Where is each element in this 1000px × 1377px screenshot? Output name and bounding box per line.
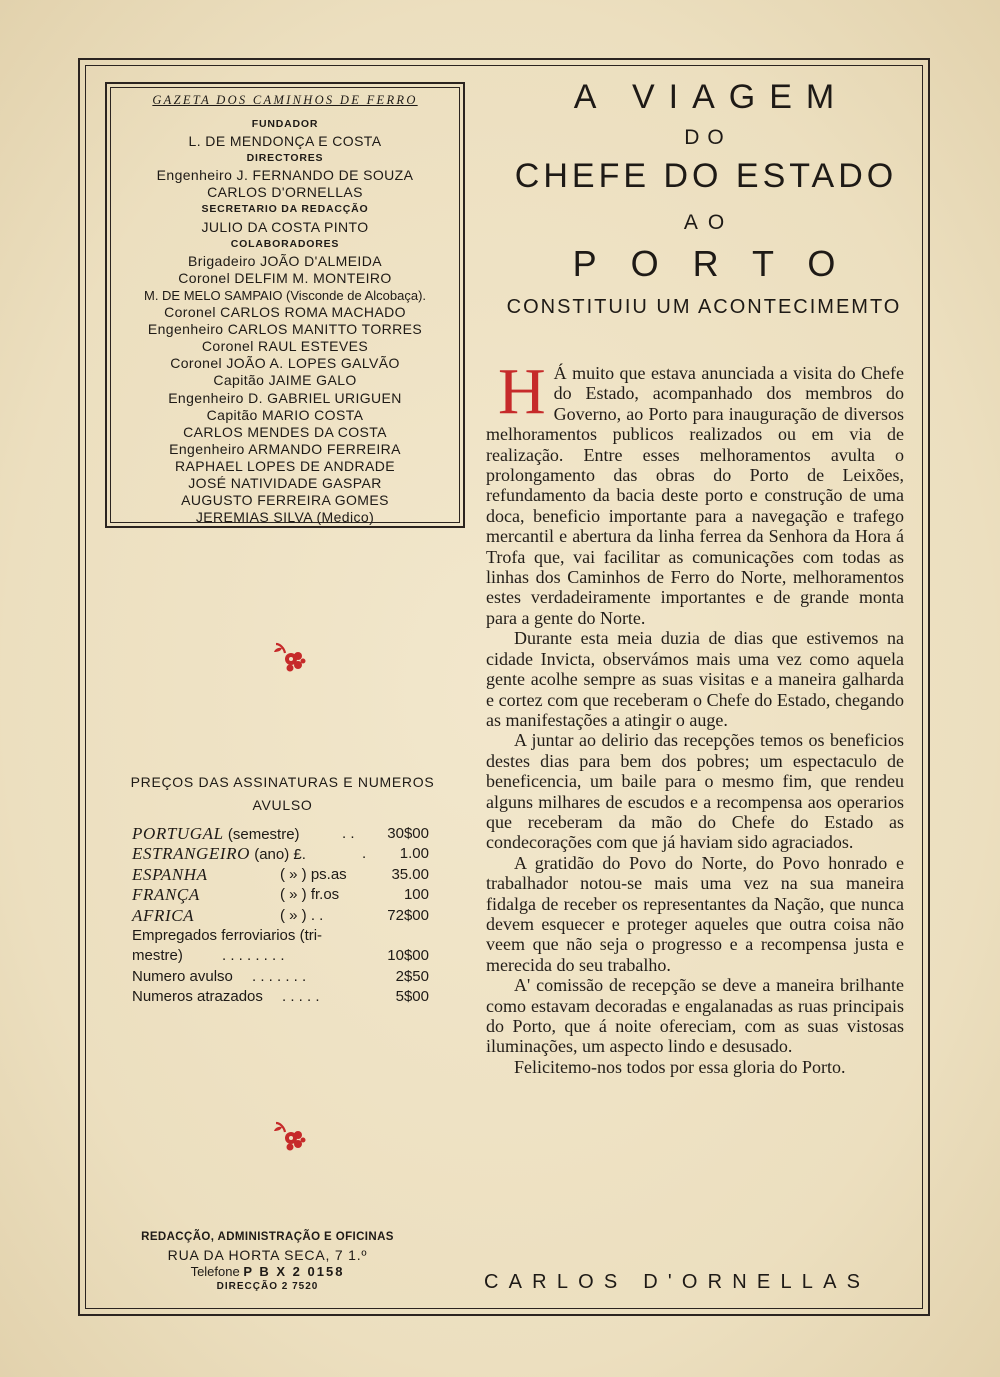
staff-name: Engenheiro ARMANDO FERREIRA xyxy=(169,440,401,457)
staff-role-heading: FUNDADOR xyxy=(251,118,319,130)
price-label xyxy=(132,946,183,966)
price-region: Empregados ferroviarios (tri- xyxy=(132,926,323,944)
price-unit: ( » ) . . xyxy=(280,906,324,924)
price-value: 35.00 xyxy=(391,865,429,883)
drop-cap: H xyxy=(498,355,546,428)
price-value: 30$00 xyxy=(387,825,429,842)
price-value: 10$00 xyxy=(387,947,429,965)
gazette-title: GAZETA DOS CAMINHOS DE FERRO xyxy=(152,93,418,107)
headline-line-4: AO xyxy=(683,211,735,234)
staff-role-heading: COLABORADORES xyxy=(230,237,340,250)
price-row xyxy=(132,885,432,905)
price-row xyxy=(132,824,432,844)
staff-name: AUGUSTO FERREIRA GOMES xyxy=(181,492,389,509)
price-label xyxy=(132,824,300,845)
price-value: 5$00 xyxy=(395,988,429,1006)
staff-name: Brigadeiro JOÃO D'ALMEIDA xyxy=(188,252,382,269)
price-value: 100 xyxy=(403,886,429,904)
price-value: 1.00 xyxy=(399,845,429,863)
floral-ornament-icon xyxy=(270,638,310,678)
staff-name: M. DE MELO SAMPAIO (Visconde de Alcobaça). xyxy=(143,287,427,303)
staff-role-heading: SECRETARIO DA REDACÇÃO xyxy=(201,203,369,216)
price-region: ESTRANGEIRO xyxy=(132,844,251,864)
masthead-box xyxy=(105,82,465,528)
price-unit: ( » ) ps.as xyxy=(280,865,347,883)
price-region: ESPANHA xyxy=(132,864,208,884)
article-paragraph: Felicitemo-nos todos por essa gloria do Porto. xyxy=(514,1056,846,1077)
staff-name: JULIO DA COSTA PINTO xyxy=(201,218,369,235)
price-row xyxy=(132,906,432,926)
price-period: (ano) £. xyxy=(250,846,306,864)
staff-name: Coronel RAUL ESTEVES xyxy=(201,338,369,355)
price-row xyxy=(132,946,432,966)
price-row xyxy=(132,987,432,1007)
price-region: FRANÇA xyxy=(132,885,200,905)
price-label xyxy=(132,865,208,886)
price-leader-dots: . . . . . . . xyxy=(252,967,307,985)
price-row xyxy=(132,865,432,885)
phone-number: P B X 2 0158 xyxy=(243,1264,345,1279)
masthead-staff-list xyxy=(107,116,463,526)
phone-label: Telefone xyxy=(190,1264,240,1279)
price-value: 72$00 xyxy=(387,906,429,924)
price-label xyxy=(132,987,263,1007)
address-phone xyxy=(110,1264,425,1280)
article-body xyxy=(486,355,904,1077)
article-paragraph: A juntar ao delirio das recepções temos os beneficios destes dias para bem dos pobres; um espectaculo de beneficencia, um baile para o mesmo fim, que rendeu alguns milhares de escudos e a recompensa aos operarios que receberam da mão do Chefe do Estado as condecorações com que já haviam sido agraciados. xyxy=(486,730,904,853)
price-region: Numero avulso xyxy=(132,967,233,985)
prices-title: PREÇOS DAS ASSINATURAS E NUMEROS AVULSO xyxy=(130,774,435,813)
price-unit: ( » ) fr.os xyxy=(280,886,340,904)
address-direction: DIRECÇÃO 2 7520 xyxy=(216,1281,319,1292)
staff-name: Engenheiro J. FERNANDO DE SOUZA xyxy=(156,167,414,184)
address-heading: REDACÇÃO, ADMINISTRAÇÃO E OFICINAS xyxy=(141,1231,394,1243)
price-label xyxy=(132,844,306,865)
price-leader-dots: . xyxy=(362,845,367,863)
staff-name: Coronel CARLOS ROMA MACHADO xyxy=(164,304,406,321)
price-table xyxy=(132,824,432,1008)
headline-line-3: CHEFE DO ESTADO xyxy=(514,157,898,195)
price-label xyxy=(132,906,194,927)
price-value: 2$50 xyxy=(395,967,429,985)
staff-name: Capitão MARIO COSTA xyxy=(206,406,364,423)
staff-name: CARLOS MENDES DA COSTA xyxy=(183,423,387,440)
price-label xyxy=(132,885,200,906)
price-label xyxy=(132,967,233,987)
price-period: (semestre) xyxy=(223,826,300,843)
price-leader-dots: . . . . . xyxy=(282,988,320,1006)
price-region: AFRICA xyxy=(132,905,195,925)
staff-name: Coronel DELFIM M. MONTEIRO xyxy=(178,269,392,286)
staff-name: JOSÉ NATIVIDADE GASPAR xyxy=(188,474,382,491)
price-leader-dots: . . xyxy=(342,825,355,842)
price-region: PORTUGAL xyxy=(132,824,224,843)
staff-name: Engenheiro D. GABRIEL URIGUEN xyxy=(168,389,402,406)
staff-name: Coronel JOÃO A. LOPES GALVÃO xyxy=(170,355,400,372)
price-region: mestre) xyxy=(132,947,183,965)
staff-name: Engenheiro CARLOS MANITTO TORRES xyxy=(147,321,423,338)
headline-line-5: PORTO xyxy=(572,243,870,284)
article-paragraph: A' comissão de recepção se deve a maneira brilhante como estavam decoradas e engalanadas as ruas principais do Porto, que á noite ofereciam, com as suas vistosas iluminações, um aspecto lindo e desusado. xyxy=(486,975,904,1057)
floral-ornament-icon xyxy=(270,1117,310,1157)
price-leader-dots: . . . . . . . . xyxy=(222,947,285,965)
price-row xyxy=(132,844,432,864)
article-paragraph: A gratidão do Povo do Norte, do Povo honrado e trabalhador notou-se mais uma vez na sua maneira fidalga de receber os representantes da Nação, que nunca devem esquecer e proteger aqueles que outra coisa não veem que não seja o progresso e a recompensa justa e merecida do seu trabalho. xyxy=(486,852,904,975)
headline-line-2: DO xyxy=(684,126,732,149)
staff-name: L. DE MENDONÇA E COSTA xyxy=(188,133,382,150)
staff-role-heading: DIRECTORES xyxy=(246,152,324,165)
price-region: Numeros atrazados xyxy=(132,988,263,1006)
price-row xyxy=(132,926,432,946)
price-label xyxy=(132,926,322,946)
staff-name: Capitão JAIME GALO xyxy=(213,372,357,389)
paragraph-text: Á muito que estava anunciada a visita do Chefe do Estado, acompanhado dos membros do Governo, ao Porto para inauguração de diversos melhoramentos publicos realizados ou em via de realização. Entre esses melhoramentos avulta o prolongamento das obras do Porto de Leixões, refundamento da bacia deste porto e construção de uma doca, beneficio importante para a navegação e trafego mercantil e abertura da linha ferrea da Senhora da Hora á Trofa que, vai facilitar as comunicações com todas as linhas dos Caminhos de Ferro do Norte, melhoramentos estes verdadeiramente importantes e de grande monta para a gente do Norte. xyxy=(486,363,904,628)
address-street: RUA DA HORTA SECA, 7 1.º xyxy=(167,1247,368,1263)
article-paragraph xyxy=(486,355,904,628)
staff-name: CARLOS D'ORNELLAS xyxy=(207,184,363,201)
price-row xyxy=(132,967,432,987)
staff-name: JEREMIAS SILVA (Medico) xyxy=(195,509,375,526)
article-paragraph: Durante esta meia duzia de dias que estivemos na cidade Invicta, observámos mais uma vez como aquela gente acolhe sempre as suas visitas e a maneira galharda e cortez com que receberam o Chefe do Estado, chegando as manifestações a atingir o auge. xyxy=(486,628,904,730)
article-signature: CARLOS D'ORNELLAS xyxy=(484,1271,871,1293)
headline-subtitle: CONSTITUIU UM ACONTECIMEMTO xyxy=(506,296,902,318)
address-block xyxy=(110,1229,425,1294)
staff-name: RAPHAEL LOPES DE ANDRADE xyxy=(175,457,395,474)
headline-line-1: A VIAGEM xyxy=(573,78,849,116)
